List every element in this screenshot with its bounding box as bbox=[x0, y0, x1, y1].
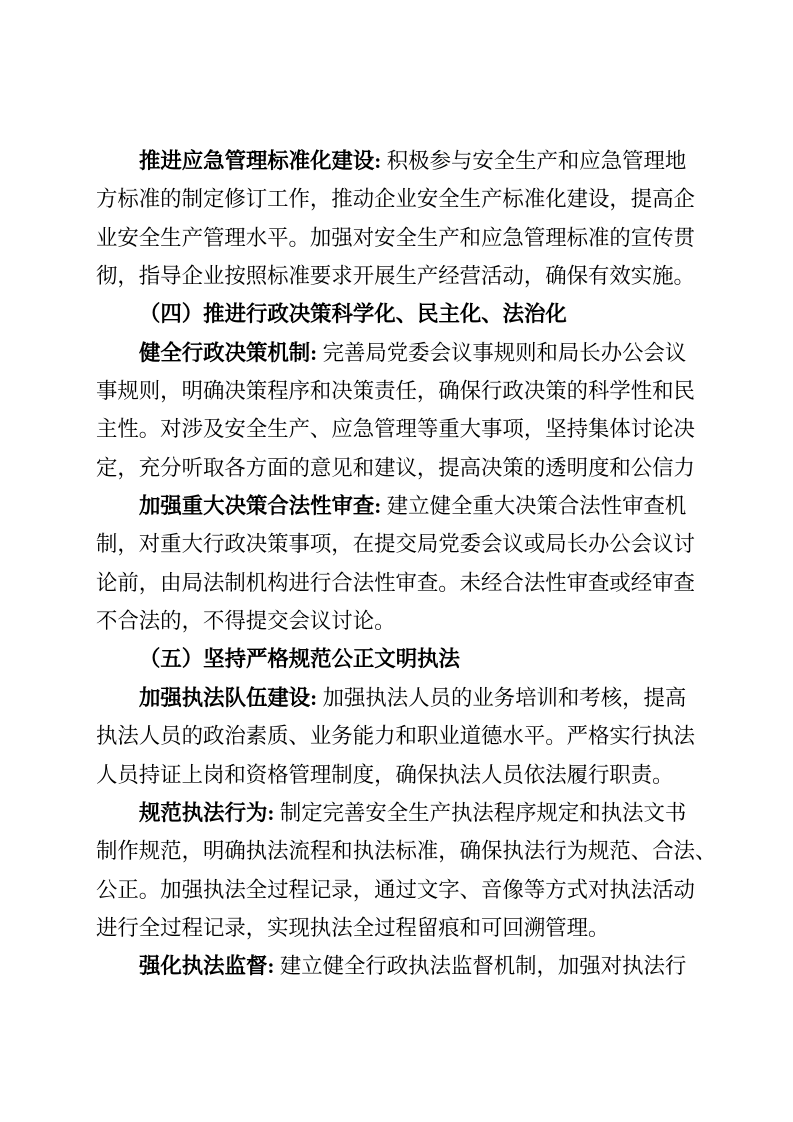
body-text: 制，对重大行政决策事项，在提交局党委会议或局长办公会议讨 bbox=[96, 532, 695, 557]
body-text: 执法人员的政治素质、业务能力和职业道德水平。严格实行执法 bbox=[96, 724, 695, 749]
run-in-heading: 规范执法行为: bbox=[139, 800, 280, 825]
body-text: 人员持证上岗和资格管理制度，确保执法人员依法履行职责。 bbox=[96, 762, 674, 787]
heading-text: （四）推进行政决策科学化、民主化、法治化 bbox=[139, 302, 567, 327]
body-text: 加强执法人员的业务培训和考核，提高 bbox=[322, 685, 687, 710]
text-line bbox=[96, 602, 708, 640]
body-text: 不合法的，不得提交会议讨论。 bbox=[96, 609, 396, 634]
run-in-heading: 强化执法监督: bbox=[139, 954, 280, 979]
text-line bbox=[96, 756, 708, 794]
text-line bbox=[96, 717, 708, 755]
run-in-heading: 加强执法队伍建设: bbox=[139, 685, 323, 710]
body-text: 论前，由局法制机构进行合法性审查。未经合法性审查或经审查 bbox=[96, 570, 695, 595]
run-in-heading: 健全行政决策机制: bbox=[139, 340, 323, 365]
body-text: 事规则，明确决策程序和决策责任，确保行政决策的科学性和民 bbox=[96, 379, 695, 404]
text-line bbox=[96, 525, 708, 563]
text-line bbox=[96, 564, 708, 602]
document-body bbox=[96, 142, 717, 986]
body-text: 积极参与安全生产和应急管理地 bbox=[386, 149, 687, 173]
body-text: 建立健全重大决策合法性审查机 bbox=[386, 494, 687, 519]
body-text: 建立健全行政执法监督机制，加强对执法行 bbox=[279, 954, 687, 979]
heading-text: （五）坚持严格规范公正文明执法 bbox=[139, 647, 460, 672]
text-line bbox=[96, 487, 708, 525]
text-line bbox=[96, 257, 708, 295]
text-line bbox=[96, 334, 708, 372]
section-heading bbox=[96, 640, 708, 678]
body-text: 方标准的制定修订工作，推动企业安全生产标准化建设，提高企 bbox=[96, 187, 695, 212]
text-line bbox=[96, 909, 708, 947]
text-line bbox=[96, 679, 708, 717]
text-line bbox=[96, 372, 708, 410]
body-text: 主性。对涉及安全生产、应急管理等重大事项，坚持集体讨论决 bbox=[96, 417, 695, 442]
body-text: 业安全生产管理水平。加强对安全生产和应急管理标准的宣传贯 bbox=[96, 225, 695, 250]
body-text: 制作规范，明确执法流程和执法标准，确保执法行为规范、合法、 bbox=[96, 839, 717, 864]
text-line bbox=[96, 794, 708, 832]
text-line bbox=[96, 449, 708, 487]
run-in-heading: 推进应急管理标准化建设: bbox=[139, 149, 387, 173]
section-heading bbox=[96, 295, 708, 333]
text-line bbox=[96, 219, 708, 257]
text-line bbox=[96, 832, 717, 870]
body-text: 进行全过程记录，实现执法全过程留痕和可回溯管理。 bbox=[96, 915, 610, 940]
text-line bbox=[96, 947, 708, 985]
text-line bbox=[96, 142, 708, 180]
body-text: 制定完善安全生产执法程序规定和执法文书 bbox=[279, 800, 687, 825]
body-text: 公正。加强执法全过程记录，通过文字、音像等方式对执法活动 bbox=[96, 877, 695, 902]
text-line bbox=[96, 871, 708, 909]
text-line bbox=[96, 180, 708, 218]
text-line bbox=[96, 410, 708, 448]
body-text: 定，充分听取各方面的意见和建议，提高决策的透明度和公信力 bbox=[96, 455, 695, 480]
body-text: 完善局党委会议事规则和局长办公会议 bbox=[322, 340, 687, 365]
body-text: 彻，指导企业按照标准要求开展生产经营活动，确保有效实施。 bbox=[96, 264, 695, 289]
run-in-heading: 加强重大决策合法性审查: bbox=[139, 494, 387, 519]
